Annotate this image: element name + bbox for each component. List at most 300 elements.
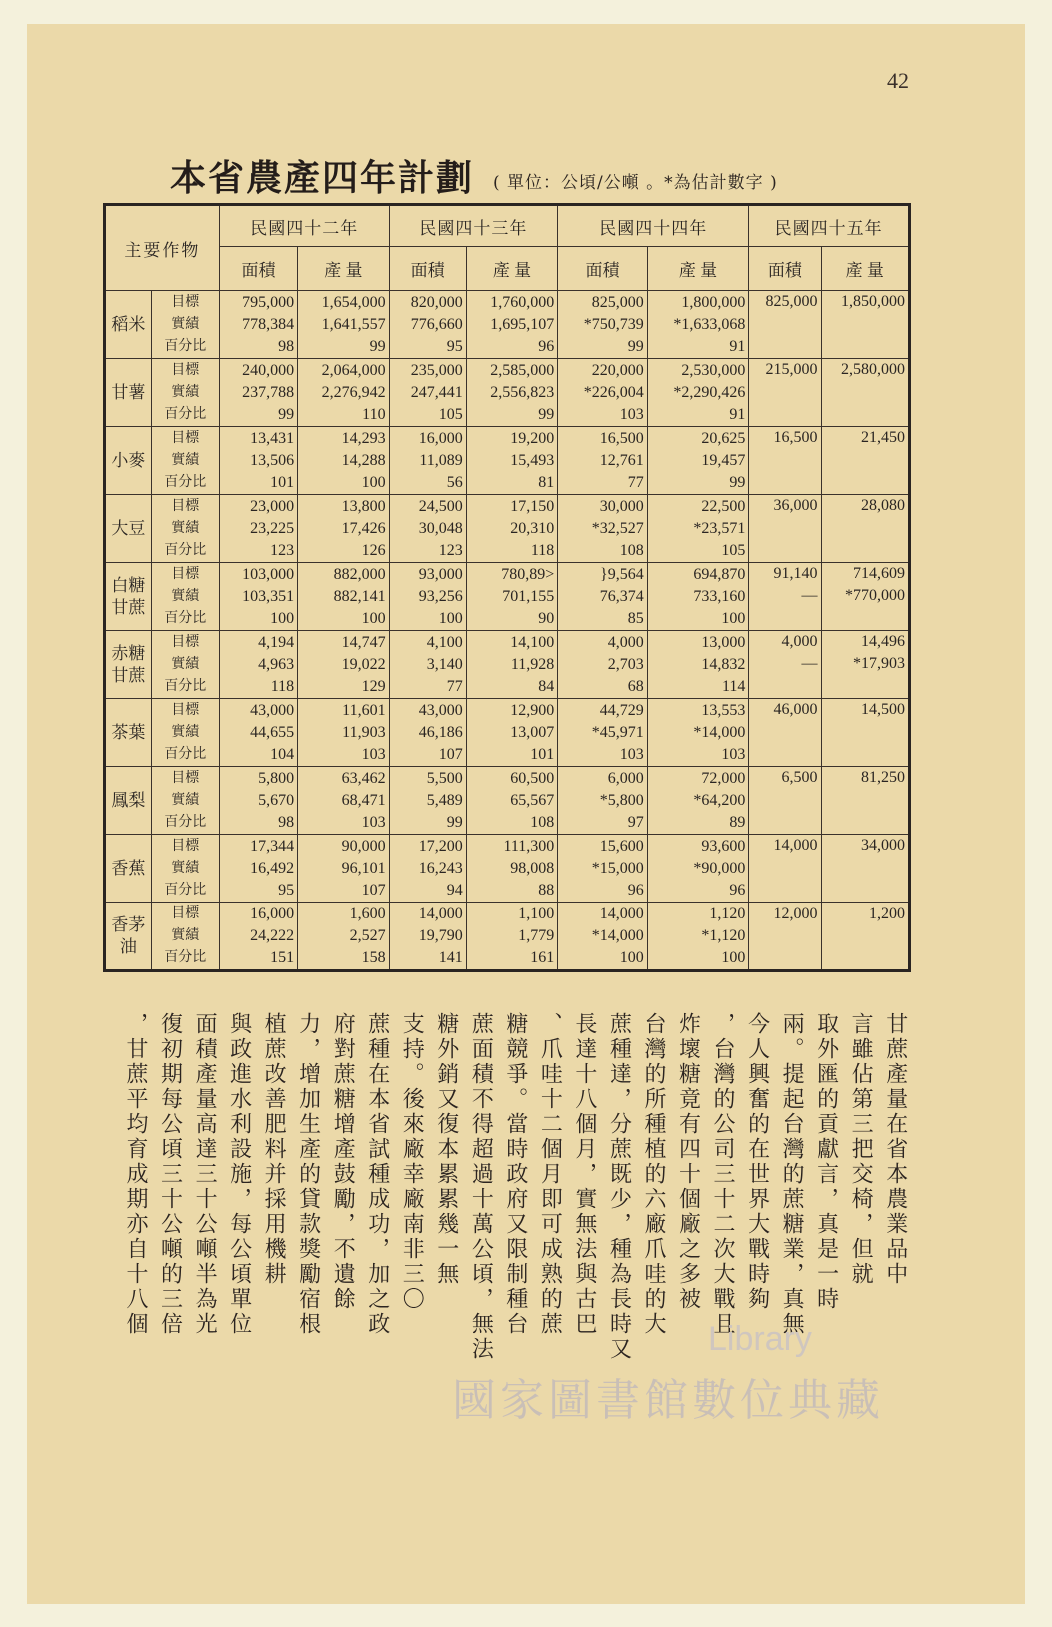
value: *14,000 [591, 927, 644, 944]
essay-column: 取外匯的貢獻言，真是一時 [813, 1012, 839, 1312]
value: *2,290,426 [673, 383, 746, 401]
crop-name: 甘薯 [105, 359, 152, 427]
value: 89 [729, 813, 746, 831]
value: 5,800 [258, 769, 295, 787]
row-type-label: 百分比 [164, 814, 207, 830]
row-type-label: 目標 [171, 702, 200, 718]
essay-column: 面積產量高達三十公噸半為光 [192, 1012, 218, 1337]
crop-row [105, 631, 910, 699]
value: 91,140 [773, 565, 818, 582]
value: 20,625 [701, 429, 746, 447]
value-cell [647, 359, 749, 427]
value: 17,344 [250, 837, 295, 855]
row-type-label: 百分比 [164, 610, 207, 626]
area-header: 面積 [389, 247, 466, 291]
value: 16,492 [250, 859, 295, 877]
value: 103,000 [242, 565, 295, 583]
value: 13,007 [510, 723, 555, 741]
value-cell [558, 563, 647, 631]
value: 81,250 [861, 769, 905, 786]
value-cell-y45-yield [821, 767, 910, 835]
row-type-label: 實績 [171, 520, 200, 536]
value: *17,903 [853, 655, 905, 672]
value-cell [219, 427, 297, 495]
value: 714,609 [853, 565, 905, 582]
row-type-labels [151, 903, 219, 971]
value: 882,000 [333, 565, 386, 583]
value: 118 [530, 541, 555, 559]
value-cell [466, 767, 557, 835]
value: 14,288 [341, 451, 386, 469]
value: 4,100 [426, 633, 463, 651]
value: 63,462 [341, 769, 386, 787]
value: 68,471 [341, 791, 386, 809]
row-type-label: 百分比 [164, 882, 207, 898]
value: 11,928 [510, 655, 555, 673]
value: 93,256 [418, 587, 463, 605]
value: 105 [438, 405, 463, 423]
value: 14,496 [861, 633, 905, 650]
value: 99 [538, 405, 555, 423]
page-title: 本省農產四年計劃 [170, 157, 475, 199]
value-cell-y45-yield [821, 359, 910, 427]
value-cell [298, 291, 389, 359]
value: 778,384 [242, 315, 295, 333]
crop-name: 赤糖甘蔗 [105, 631, 152, 699]
essay-column: 力，增加生產的貸款獎勵宿根 [295, 1012, 321, 1337]
value: 141 [438, 949, 463, 966]
row-type-label: 目標 [171, 770, 200, 786]
value-cell [389, 359, 466, 427]
value: 1,600 [349, 905, 386, 922]
value: 107 [438, 745, 463, 763]
value-cell-y45-area [749, 495, 821, 563]
row-type-label: 實績 [171, 656, 200, 672]
value: 16,243 [418, 859, 463, 877]
value: 14,832 [701, 655, 746, 673]
value: 2,530,000 [681, 361, 746, 379]
value-cell [647, 835, 749, 903]
value: 91 [729, 337, 746, 355]
row-type-labels [151, 699, 219, 767]
value: 24,222 [250, 927, 295, 944]
value-cell [298, 631, 389, 699]
value-cell [466, 495, 557, 563]
value-cell [647, 291, 749, 359]
value: 103 [619, 745, 644, 763]
value-cell-y45-area [749, 767, 821, 835]
value: 2,556,823 [490, 383, 555, 401]
value: }9,564 [600, 565, 644, 583]
value: 103 [721, 745, 746, 763]
value: 5,489 [426, 791, 463, 809]
value: 28,080 [861, 497, 905, 514]
value: 99 [627, 337, 644, 355]
value: 101 [530, 745, 555, 763]
value-cell [298, 563, 389, 631]
value-cell [219, 291, 297, 359]
value: 99 [278, 405, 295, 423]
value: 44,655 [250, 723, 295, 741]
value-cell [298, 767, 389, 835]
row-type-label: 實績 [171, 724, 200, 740]
value: 12,900 [510, 701, 555, 719]
essay-column: 、爪哇十二個月即可成熟的蔗 [537, 1012, 563, 1337]
value-cell [558, 903, 647, 971]
value: *90,000 [693, 859, 746, 877]
value: 14,747 [341, 633, 386, 651]
value: 5,670 [258, 791, 295, 809]
value: 72,000 [701, 769, 746, 787]
value-cell [466, 427, 557, 495]
value-cell [219, 563, 297, 631]
value: *15,000 [591, 859, 644, 877]
value-cell [466, 359, 557, 427]
value-cell-y45-yield [821, 631, 910, 699]
value: 4,000 [781, 633, 818, 650]
value: 100 [361, 609, 386, 627]
value: 14,000 [418, 905, 463, 922]
essay-column: 蔗種在本省試種成功，加之政 [364, 1012, 390, 1337]
crop-name: 稻米 [105, 291, 152, 359]
crop-name: 鳳梨 [105, 767, 152, 835]
value: 108 [619, 541, 644, 559]
value: 19,200 [510, 429, 555, 447]
value: *1,120 [701, 927, 746, 944]
value: 103,351 [242, 587, 295, 605]
value: 34,000 [861, 837, 905, 854]
page-number: 42 [887, 68, 909, 93]
value: 60,500 [510, 769, 555, 787]
crop-name: 白糖甘蔗 [105, 563, 152, 631]
value-cell [558, 699, 647, 767]
value: 100 [619, 949, 644, 966]
row-type-label: 實績 [171, 792, 200, 808]
essay-column: 復初期每公頃三十公噸的三倍 [157, 1012, 183, 1337]
value-cell [298, 699, 389, 767]
crop-row [105, 563, 910, 631]
watermark-english: Library [708, 1320, 812, 1358]
row-type-label: 百分比 [164, 542, 207, 558]
value: 77 [446, 677, 463, 695]
crop-row [105, 699, 910, 767]
essay-column: 蔗種達，分蔗既少，種為長時又 [606, 1012, 632, 1362]
value-cell [647, 903, 749, 971]
value: 4,963 [258, 655, 295, 673]
value: 96 [627, 881, 644, 899]
row-type-label: 實績 [171, 384, 200, 400]
row-type-label: 百分比 [164, 406, 207, 422]
value: 13,000 [701, 633, 746, 651]
value: 161 [530, 949, 555, 966]
value: 46,000 [773, 701, 818, 718]
value: 247,441 [410, 383, 463, 401]
value-cell-y45-yield [821, 563, 910, 631]
value: 123 [438, 541, 463, 559]
value: 1,779 [518, 927, 555, 944]
value-cell-y45-area [749, 359, 821, 427]
value: 16,000 [418, 429, 463, 447]
value: 104 [270, 745, 295, 763]
value-cell [466, 903, 557, 971]
value: *5,800 [599, 791, 644, 809]
value: 46,186 [418, 723, 463, 741]
yield-header: 產 量 [821, 247, 910, 291]
row-type-label: 目標 [171, 838, 200, 854]
essay-column: 言雖佔第三把交椅，但就 [848, 1012, 874, 1287]
value: 30,048 [418, 519, 463, 537]
value: *1,633,068 [673, 315, 746, 333]
value-cell [466, 699, 557, 767]
value: 56 [446, 473, 463, 491]
value-cell [389, 563, 466, 631]
value: 6,000 [607, 769, 644, 787]
value: 95 [278, 881, 295, 899]
essay-column: 甘蔗產量在省本農業品中 [882, 1012, 908, 1287]
row-type-label: 目標 [171, 906, 200, 921]
value-cell-y45-yield [821, 903, 910, 971]
value: 100 [438, 609, 463, 627]
row-type-label: 目標 [171, 498, 200, 514]
value: 103 [361, 745, 386, 763]
crop-row [105, 495, 910, 563]
value: 12,000 [773, 905, 818, 922]
row-type-labels [151, 563, 219, 631]
value: 240,000 [242, 361, 295, 379]
value: 11,903 [342, 723, 386, 741]
crop-name: 大豆 [105, 495, 152, 563]
essay-column: 炸壞糖竟有四十個廠之多被 [675, 1012, 701, 1312]
value: 19,457 [701, 451, 746, 469]
value: 2,064,000 [321, 361, 386, 379]
value: 2,703 [607, 655, 644, 673]
value: *14,000 [693, 723, 746, 741]
value: 694,870 [693, 565, 746, 583]
value: 68 [627, 677, 644, 695]
area-header: 面積 [219, 247, 297, 291]
value: 235,000 [410, 361, 463, 379]
value: 2,585,000 [490, 361, 555, 379]
essay-column: 台灣的所種植的六廠爪哇的大 [640, 1012, 666, 1337]
value: 97 [627, 813, 644, 831]
essay-column: 支持。後來廠幸廠南非三〇 [399, 1012, 425, 1312]
value: 65,567 [510, 791, 555, 809]
value: *64,200 [693, 791, 746, 809]
crop-row [105, 359, 910, 427]
row-type-labels [151, 631, 219, 699]
value-cell-y45-yield [821, 291, 910, 359]
value: 151 [270, 949, 295, 966]
value: 103 [619, 405, 644, 423]
value: 14,000 [599, 905, 644, 922]
watermark-text: 國家圖書館數位典藏 [452, 1375, 884, 1426]
value: 76,374 [599, 587, 644, 605]
value-cell [298, 903, 389, 971]
essay-column: ，甘蔗平均育成期亦自十八個 [123, 1012, 148, 1337]
value: 5,500 [426, 769, 463, 787]
value: 701,155 [502, 587, 555, 605]
value: 100 [361, 473, 386, 491]
value: 85 [627, 609, 644, 627]
page-subtitle: ( 單位：公頃/公噸 。*為估計數字 ) [493, 173, 778, 193]
value: 99 [369, 337, 386, 355]
value: *45,971 [591, 723, 644, 741]
value-cell [219, 631, 297, 699]
value: 93,600 [701, 837, 746, 855]
value: 13,506 [250, 451, 295, 469]
crop-row [105, 767, 910, 835]
value-cell-y45-area [749, 835, 821, 903]
value-cell [219, 699, 297, 767]
row-type-labels [151, 835, 219, 903]
row-type-labels [151, 291, 219, 359]
value: 1,200 [869, 905, 905, 922]
value: 88 [538, 881, 555, 899]
value-cell [298, 835, 389, 903]
value: 101 [270, 473, 295, 491]
value: 44,729 [599, 701, 644, 719]
value-cell [558, 767, 647, 835]
value: 15,493 [510, 451, 555, 469]
value: 14,500 [861, 701, 905, 718]
value: 158 [361, 949, 386, 966]
essay-column: 糖競爭。當時政府又限制種台 [502, 1012, 528, 1337]
value: 776,660 [410, 315, 463, 333]
essay-column: 今人興奮的在世界大戰時夠 [744, 1012, 770, 1312]
value: 123 [270, 541, 295, 559]
row-type-label: 百分比 [164, 746, 207, 762]
crop-row [105, 427, 910, 495]
value-cell [389, 835, 466, 903]
value: 2,527 [349, 927, 386, 944]
value: 825,000 [765, 293, 818, 310]
crop-row [105, 903, 910, 971]
value-cell [558, 631, 647, 699]
value: 820,000 [410, 293, 463, 311]
value-cell [219, 359, 297, 427]
essay-column: ，台灣的公司三十二次大戰且 [710, 1012, 736, 1337]
value: 110 [362, 405, 386, 423]
value: 99 [446, 813, 463, 831]
value: 100 [721, 949, 746, 966]
row-type-label: 百分比 [164, 338, 207, 354]
value-cell-y45-yield [821, 495, 910, 563]
value: 14,100 [510, 633, 555, 651]
value: 98 [278, 813, 295, 831]
value: 105 [721, 541, 746, 559]
value-cell [219, 835, 297, 903]
value: *750,739 [583, 315, 644, 333]
value: 24,500 [418, 497, 463, 515]
row-type-label: 目標 [171, 430, 200, 446]
value: 93,000 [418, 565, 463, 583]
value: 11,601 [342, 701, 386, 719]
value: 1,100 [518, 905, 555, 922]
value-cell [647, 631, 749, 699]
value: 36,000 [773, 497, 818, 514]
essay-column: 長達十八個月，實無法與古巴 [571, 1012, 597, 1337]
value: 98,008 [510, 859, 555, 877]
row-type-label: 實績 [171, 928, 200, 943]
crop-name: 香蕉 [105, 835, 152, 903]
value-cell [647, 427, 749, 495]
value-cell-y45-yield [821, 835, 910, 903]
value-cell [389, 767, 466, 835]
value: 16,500 [599, 429, 644, 447]
value-cell [389, 291, 466, 359]
value-cell-y45-area [749, 427, 821, 495]
value: 16,000 [250, 905, 295, 922]
value: 129 [361, 677, 386, 695]
value: 17,200 [418, 837, 463, 855]
value: 16,500 [773, 429, 818, 446]
value: 23,000 [250, 497, 295, 515]
value: 3,140 [426, 655, 463, 673]
value-cell [466, 835, 557, 903]
year-header-43: 民國四十三年 [389, 205, 558, 247]
value: *770,000 [845, 587, 905, 604]
row-type-label: 百分比 [164, 678, 207, 694]
value-cell [389, 631, 466, 699]
value-cell [558, 835, 647, 903]
row-type-label: 百分比 [164, 950, 207, 965]
value: 12,761 [599, 451, 644, 469]
value-cell-y45-area [749, 699, 821, 767]
value: *23,571 [693, 519, 746, 537]
row-type-labels [151, 495, 219, 563]
value: — [801, 587, 818, 604]
value: 237,788 [242, 383, 295, 401]
value: *32,527 [591, 519, 644, 537]
row-type-label: 實績 [171, 860, 200, 876]
value-cell [219, 903, 297, 971]
row-type-label: 目標 [171, 634, 200, 650]
value: 1,120 [709, 905, 746, 922]
value: 20,310 [510, 519, 555, 537]
value: 215,000 [765, 361, 818, 378]
value: 780,89> [501, 565, 555, 583]
crop-name: 香茅油 [105, 903, 152, 971]
value-cell [389, 427, 466, 495]
value: 2,276,942 [321, 383, 386, 401]
main-crop-header: 主要作物 [105, 205, 220, 291]
value: 6,500 [781, 769, 818, 786]
value: 13,553 [701, 701, 746, 719]
crop-row [105, 835, 910, 903]
value-cell [647, 699, 749, 767]
value: 1,850,000 [841, 293, 905, 310]
value-cell [558, 359, 647, 427]
value: 100 [270, 609, 295, 627]
essay-column: 府對蔗糖增產鼓勵，不遺餘 [330, 1012, 356, 1312]
value: *226,004 [583, 383, 644, 401]
value: 882,141 [333, 587, 386, 605]
value: 19,022 [341, 655, 386, 673]
crop-name: 小麥 [105, 427, 152, 495]
value: 96 [538, 337, 555, 355]
crop-row [105, 291, 910, 359]
essay-text [120, 1012, 910, 1372]
value: 13,800 [341, 497, 386, 515]
value: 98 [278, 337, 295, 355]
yield-header: 產 量 [466, 247, 557, 291]
row-type-label: 目標 [171, 362, 200, 378]
value-cell [466, 291, 557, 359]
value: 91 [729, 405, 746, 423]
year-header-44: 民國四十四年 [558, 205, 749, 247]
value-cell [466, 631, 557, 699]
value-cell [647, 563, 749, 631]
